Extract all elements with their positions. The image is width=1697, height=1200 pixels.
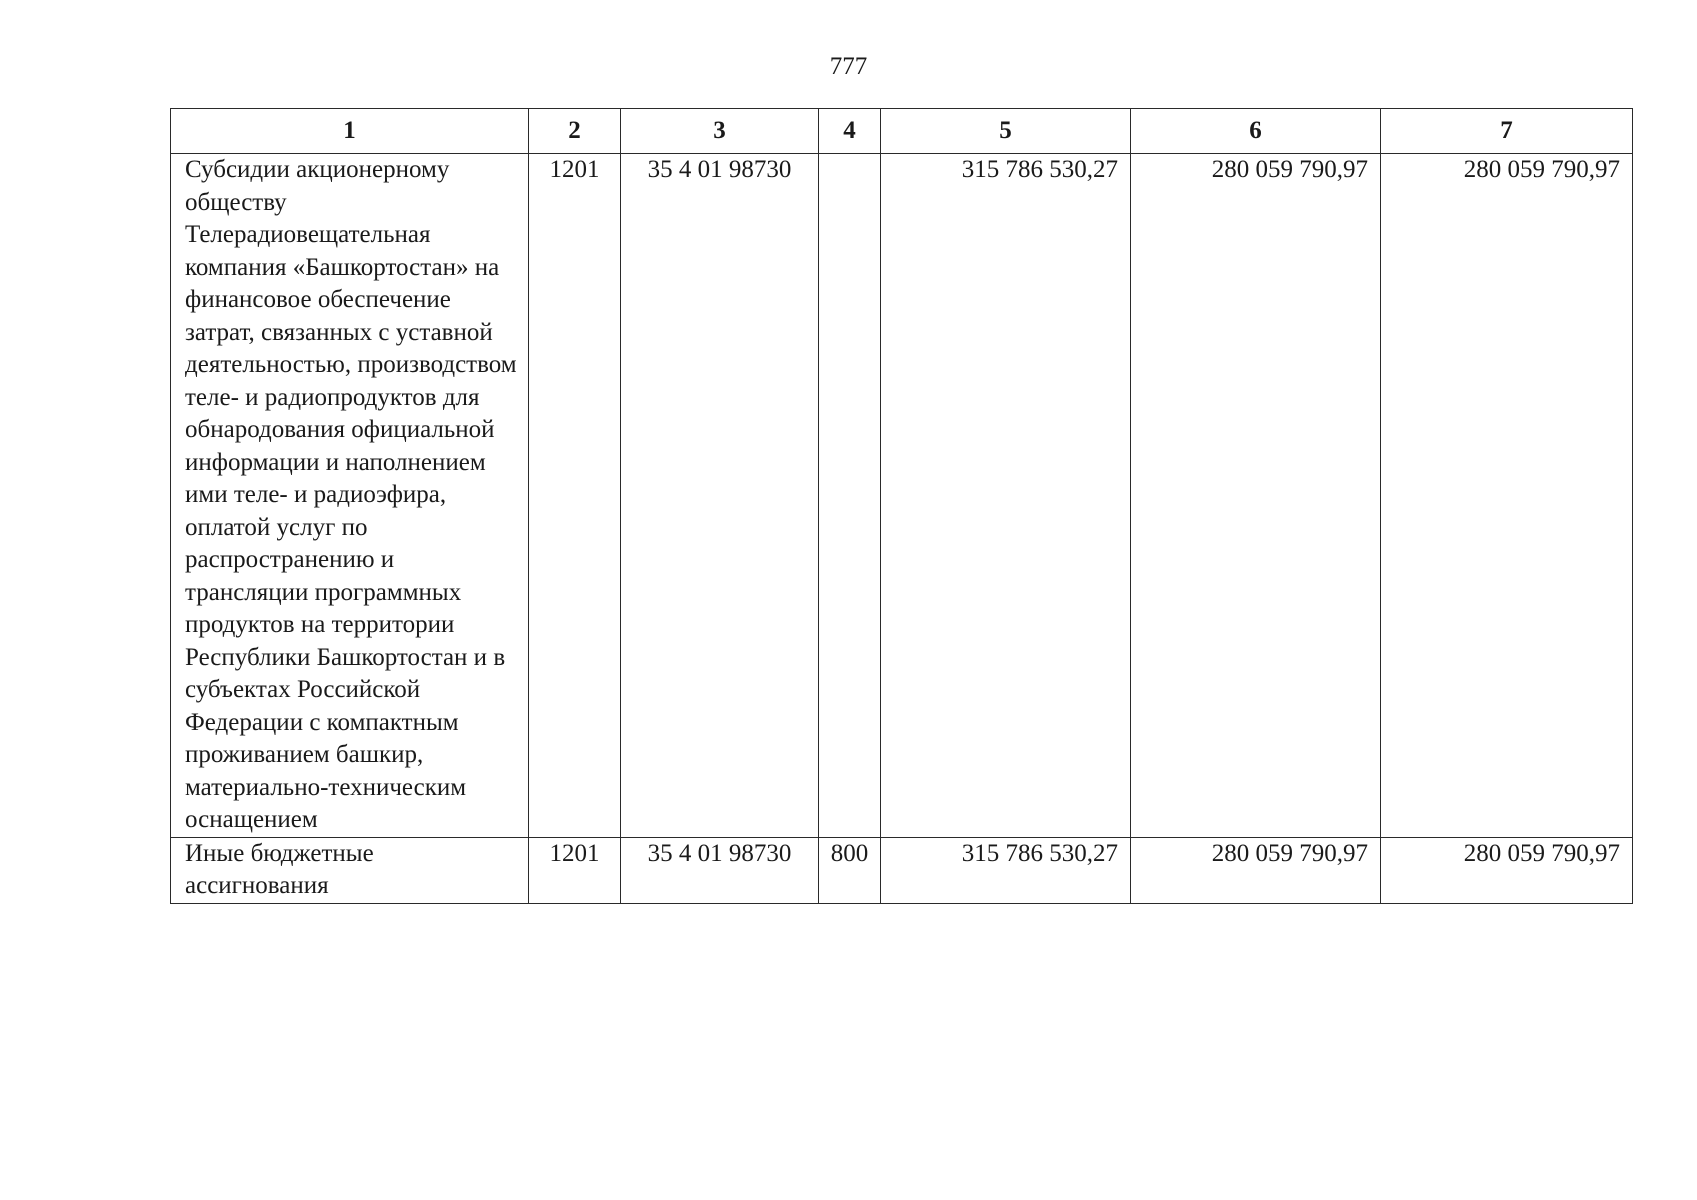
row-section: 1201: [529, 154, 621, 838]
header-col-1: 1: [171, 109, 529, 154]
header-row: [171, 109, 1633, 154]
page-number: 777: [829, 53, 868, 80]
table-row: [171, 837, 1633, 903]
header-col-2: 2: [529, 109, 621, 154]
header-col-5: 5: [881, 109, 1131, 154]
header-col-4: 4: [819, 109, 881, 154]
row-amount-1: 315 786 530,27: [881, 154, 1131, 838]
row-amount-3: 280 059 790,97: [1381, 154, 1633, 838]
header-col-3: 3: [621, 109, 819, 154]
header-col-6: 6: [1131, 109, 1381, 154]
row-section: 1201: [529, 837, 621, 903]
row-description: Иные бюджетные ассигнования: [171, 837, 529, 903]
header-col-7: 7: [1381, 109, 1633, 154]
row-target-article: 35 4 01 98730: [621, 154, 819, 838]
row-amount-2: 280 059 790,97: [1131, 154, 1381, 838]
row-amount-3: 280 059 790,97: [1381, 837, 1633, 903]
budget-table: [170, 108, 1633, 904]
row-target-article: 35 4 01 98730: [621, 837, 819, 903]
row-amount-1: 315 786 530,27: [881, 837, 1131, 903]
table-row: [171, 154, 1633, 838]
row-expense-type: 800: [819, 837, 881, 903]
row-expense-type: [819, 154, 881, 838]
row-description: Субсидии акционерному обществу Телерадиовещательная компания «Башкортостан» на финансовое обеспечение затрат, связанных с уставной деятельностью, производством теле- и радиопродуктов для обнародования официальной информации и наполнением ими теле- и радиоэфира, оплатой услуг по распространению и трансляции программных продуктов на территории Республики Башкортостан и в субъектах Российской Федерации с компактным проживанием башкир, материально-техническим оснащением: [171, 154, 529, 838]
row-amount-2: 280 059 790,97: [1131, 837, 1381, 903]
